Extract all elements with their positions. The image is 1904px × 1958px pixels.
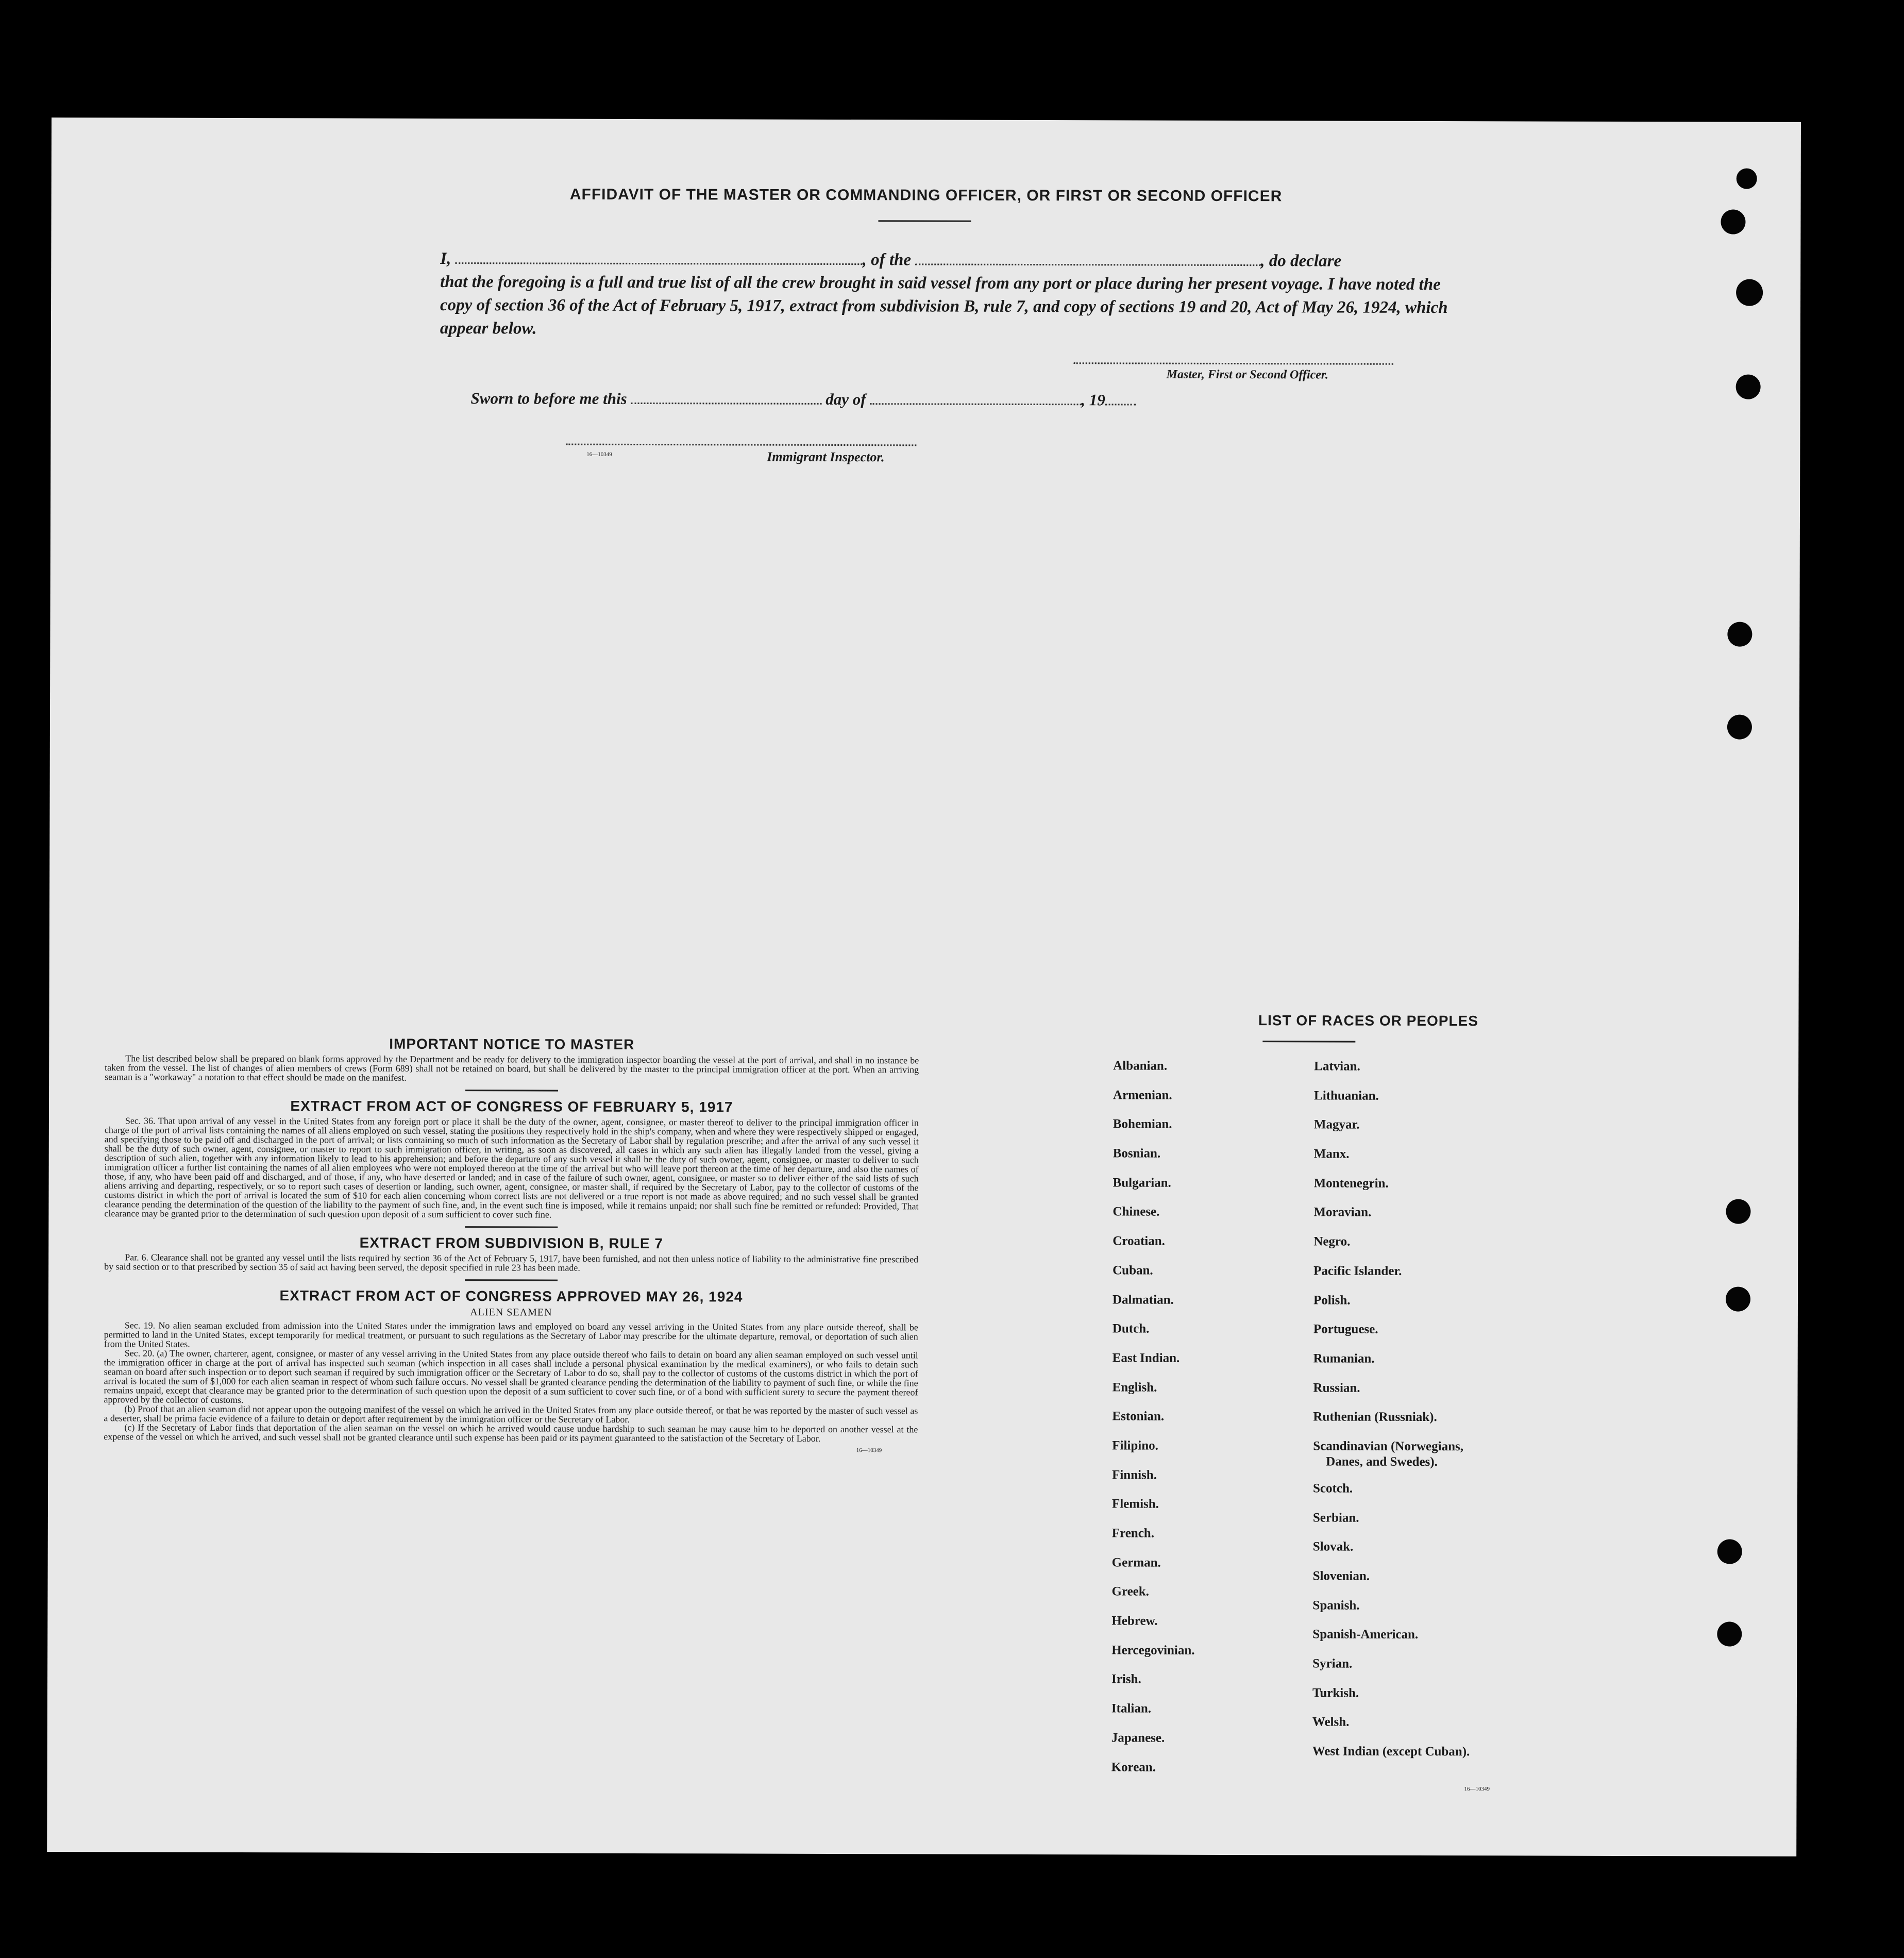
race-item: Manx. bbox=[1313, 1147, 1350, 1161]
race-item: Scandinavian (Norwegians, Danes, and Swedes). bbox=[1313, 1439, 1464, 1469]
race-item: Irish. bbox=[1111, 1672, 1141, 1686]
race-item: Finnish. bbox=[1112, 1468, 1157, 1482]
extract-1917-text: Sec. 36. That upon arrival of any vessel in the United States from any foreign port or place it shall be the duty of the owner, agent, consignee, or master thereof to deliver to the principal immigration officer in charge of the port of arrival lists containing the names of all aliens employed on such vessel, stating the positions they respectively hold in the ship's company, when and where they were respectively shipped or engaged, and specifying those to be paid off and discharged in the port of arrival; or lists containing so much of such information as the Secretary of Labor shall by regulation prescribe; and after the arrival of any such vessel it shall be the duty of such owner, agent, consignee, or master to report to such immigration officer, in writing, as soon as discovered, all cases in which any such alien has illegally landed from the vessel, giving a description of such alien, together with any information likely to lead to his apprehension; and before the departure of any such vessel it shall be the duty of such owner, agent, consignee, or master to deliver to such immigration officer a further list containing the names of all alien employees who were not employed thereon at the time of the arrival but who will leave port thereon at the time of her departure, and also the names of those, if any, who have been paid off and discharged, and of those, if any, who have deserted or landed; and in case of the failure of such owner, agent, consignee, or master so to deliver either of the said lists of such aliens arriving and departing, respectively, or so to report such cases of desertion or landing, such owner, agent, consignee, or master shall, if required by the Secretary of Labor, pay to the collector of customs of the customs district in which the port of arrival is located the sum of $10 for each alien concerning whom correct lists are not delivered or a true report is not made as above required; and no such vessel shall be granted clearance pending the determination of the question of the liability to the payment of such fine, and, in the event such fine is imposed, while it remains unpaid; nor shall such fine be remitted or refunded: Provided, That clearance may be granted prior to the determination of such question upon deposit of a sum sufficient to cover such fine. bbox=[104, 1115, 919, 1220]
race-item: Syrian. bbox=[1312, 1656, 1353, 1671]
inspector-signature-field[interactable] bbox=[566, 444, 916, 446]
title-underline bbox=[878, 220, 971, 222]
race-item: Montenegrin. bbox=[1313, 1176, 1389, 1191]
sworn-month-field[interactable] bbox=[870, 403, 1081, 405]
race-item: Flemish. bbox=[1111, 1497, 1159, 1511]
race-item: Moravian. bbox=[1313, 1205, 1372, 1220]
affidavit-statement: that the foregoing is a full and true list of all the crew brought in said vessel from any port or place during her present voyage. I have noted the copy of section 36 of the Act of February 5, 1917, extract from subdivision B, rule 7, and copy of sections 19 and 20, Act of May 26, 1924, which appear below. bbox=[440, 272, 1448, 338]
affidavit-first-line bbox=[440, 247, 1465, 273]
separator bbox=[465, 1279, 558, 1281]
day-of-label: day of bbox=[825, 390, 866, 409]
affidavit-body bbox=[440, 247, 1465, 343]
of-the-label: , of the bbox=[862, 250, 912, 270]
notice-text: The list described below shall be prepared on blank forms approved by the Department and be ready for delivery to the immigration inspector boarding the vessel at the port of arrival, and shall in no instance be taken from the vessel. The list of changes of alien members of crews (Form 689) shall not be retained on board, but shall be delivered by the master to the principal immigration officer at the port. When an arriving seaman is a "workaway" a notation to that effect should be made on the manifest. bbox=[105, 1053, 919, 1083]
race-item: Dalmatian. bbox=[1112, 1292, 1174, 1307]
race-item: Albanian. bbox=[1113, 1059, 1168, 1073]
binder-hole bbox=[1727, 622, 1752, 647]
race-item: Serbian. bbox=[1312, 1511, 1359, 1525]
extract-1917-title: EXTRACT FROM ACT OF CONGRESS OF FEBRUARY 5, 1917 bbox=[290, 1098, 733, 1115]
race-item: Greek. bbox=[1111, 1584, 1149, 1599]
sworn-day-field[interactable] bbox=[631, 403, 821, 405]
binder-hole bbox=[1717, 1621, 1742, 1646]
do-declare-label: , do declare bbox=[1260, 252, 1342, 271]
master-signature-field[interactable] bbox=[1074, 362, 1393, 365]
race-item: Slovak. bbox=[1312, 1539, 1354, 1554]
extract-rule7-text: Par. 6. Clearance shall not be granted any vessel until the lists required by section 36 of the Act of February 5, 1917, have been furnished, and not then unless notice of liability to the administrative fine prescribed by said section or to that prescribed by section 35 of said act having been served, the deposit specified in rule 23 has been made. bbox=[104, 1252, 919, 1273]
separator bbox=[465, 1226, 558, 1228]
race-item: Croatian. bbox=[1113, 1234, 1165, 1248]
sec20b-text: (b) Proof that an alien seaman did not appear upon the outgoing manifest of the vessel on which he arrived in the United States from any place outside thereof, or that he was reported by the master of such vessel as a deserter, shall be prima facie evidence of a failure to detain or deport after requirement by the immigration officer or the Secretary of Labor. bbox=[104, 1403, 918, 1425]
race-item: Armenian. bbox=[1113, 1088, 1172, 1102]
form-code: 16—10349 bbox=[856, 1447, 882, 1454]
race-item: Chinese. bbox=[1113, 1204, 1160, 1219]
race-item: Japanese. bbox=[1111, 1731, 1165, 1745]
race-item: Scotch. bbox=[1313, 1481, 1353, 1496]
race-item: French. bbox=[1111, 1526, 1155, 1541]
sec20c-text: (c) If the Secretary of Labor finds that deportation of the alien seaman on the vessel on which he arrived would cause undue hardship to such seaman he may cause him to be deported on another vessel at the expense of the vessel on which he arrived, and such vessel shall not be granted clearance until such expense has been paid or its payment guaranteed to the satisfaction of the Secretary of Labor. bbox=[104, 1422, 918, 1444]
extract-rule7-title: EXTRACT FROM SUBDIVISION B, RULE 7 bbox=[359, 1234, 664, 1252]
race-item: Spanish-American. bbox=[1312, 1627, 1419, 1642]
race-item: Russian. bbox=[1313, 1380, 1360, 1395]
binder-hole bbox=[1717, 1539, 1742, 1564]
race-item: Estonian. bbox=[1112, 1409, 1165, 1424]
race-item: Hebrew. bbox=[1111, 1614, 1158, 1628]
notice-title: IMPORTANT NOTICE TO MASTER bbox=[389, 1035, 635, 1052]
inspector-label: Immigrant Inspector. bbox=[767, 449, 885, 465]
sworn-label: Sworn to before me this bbox=[470, 389, 627, 408]
race-item: Welsh. bbox=[1312, 1715, 1350, 1730]
race-item: Bohemian. bbox=[1113, 1117, 1172, 1132]
race-item: Cuban. bbox=[1113, 1263, 1153, 1278]
master-signature-label: Master, First or Second Officer. bbox=[1166, 367, 1328, 382]
declarant-name-field[interactable] bbox=[456, 262, 863, 265]
race-item: Latvian. bbox=[1314, 1059, 1360, 1074]
binder-hole bbox=[1727, 715, 1752, 740]
affidavit-title: AFFIDAVIT OF THE MASTER OR COMMANDING OFFICER, OR FIRST OR SECOND OFFICER bbox=[569, 186, 1283, 205]
document-page bbox=[47, 118, 1801, 1856]
binder-hole bbox=[1721, 209, 1745, 234]
race-item: Italian. bbox=[1111, 1701, 1152, 1716]
extract-1924-subtitle: ALIEN SEAMEN bbox=[470, 1307, 552, 1318]
races-right-column bbox=[1312, 1059, 1472, 1773]
sec19-text: Sec. 19. No alien seaman excluded from admission into the United States under the immigration laws and employed on board any vessel arriving in the United States from any place outside thereof, shall be permitted to land in the United States, except temporarily for medical treatment, or pursuant to such regulations as the Secretary of Labor may prescribe for the ultimate departure, removal, or deportation of such alien from the United States. bbox=[104, 1320, 918, 1349]
race-item: Spanish. bbox=[1312, 1598, 1360, 1613]
races-underline bbox=[1262, 1041, 1355, 1042]
legal-notices bbox=[104, 1035, 919, 1453]
race-item: Magyar. bbox=[1313, 1117, 1360, 1132]
race-item: Pacific Islander. bbox=[1313, 1264, 1402, 1278]
year-prefix: , 19 bbox=[1081, 391, 1105, 409]
race-item: West Indian (except Cuban). bbox=[1312, 1744, 1470, 1759]
binder-hole bbox=[1736, 279, 1763, 306]
form-code: 16—10349 bbox=[1464, 1786, 1490, 1793]
sec20a-text: Sec. 20. (a) The owner, charterer, agent, consignee, or master of any vessel arriving in the United States from any place outside thereof who fails to detain on board any alien seaman employed on such vessel until the immigration officer in charge at the port of arrival has inspected such seaman (which inspection in all cases shall include a personal physical examination by the medical examiners), or who fails to detain such seaman on board after such inspection or to deport such seaman if required by such immigration officer or the Secretary of Labor to do so, shall pay to the collector of customs of the customs district in which the port of arrival is located the sum of $1,000 for each alien seaman in respect of whom such failure occurs. No vessel shall be granted clearance pending the determination of the liability to payment of such fine, or while the fine remains unpaid, except that clearance may be granted prior to the determination of such question upon the deposit of a sum sufficient to cover such fine, or of a bond with sufficient surety to secure the payment thereof approved by the collector of customs. bbox=[104, 1348, 918, 1405]
race-item: Portuguese. bbox=[1313, 1322, 1378, 1336]
vessel-name-field[interactable] bbox=[915, 263, 1260, 266]
race-item: Ruthenian (Russniak). bbox=[1313, 1410, 1437, 1425]
race-item: Rumanian. bbox=[1313, 1351, 1375, 1366]
separator bbox=[465, 1090, 558, 1091]
binder-hole bbox=[1726, 1199, 1750, 1224]
races-title: LIST OF RACES OR PEOPLES bbox=[1258, 1012, 1478, 1029]
sworn-line bbox=[471, 389, 1136, 409]
race-item: Filipino. bbox=[1112, 1438, 1158, 1453]
binder-hole bbox=[1737, 169, 1757, 189]
race-item: Lithuanian. bbox=[1314, 1089, 1379, 1103]
race-item: Turkish. bbox=[1312, 1686, 1359, 1700]
race-item: Slovenian. bbox=[1312, 1569, 1370, 1583]
race-item: Korean. bbox=[1111, 1760, 1156, 1775]
race-item: Hercegovinian. bbox=[1111, 1643, 1195, 1658]
binder-hole bbox=[1726, 1287, 1750, 1312]
race-item: Negro. bbox=[1313, 1234, 1351, 1249]
sworn-year-field[interactable] bbox=[1105, 404, 1136, 405]
declarant-prefix: I, bbox=[440, 249, 451, 269]
race-item: Polish. bbox=[1313, 1293, 1351, 1308]
form-code: 16—10349 bbox=[586, 451, 612, 458]
race-item: English. bbox=[1112, 1380, 1157, 1395]
race-item: Dutch. bbox=[1112, 1321, 1150, 1336]
extract-1924-title: EXTRACT FROM ACT OF CONGRESS APPROVED MAY 26, 1924 bbox=[279, 1287, 743, 1305]
races-left-column bbox=[1111, 1058, 1197, 1789]
race-item: Bosnian. bbox=[1113, 1146, 1161, 1161]
binder-hole bbox=[1736, 375, 1761, 399]
race-item: German. bbox=[1111, 1555, 1161, 1570]
race-item: East Indian. bbox=[1112, 1351, 1180, 1365]
race-item: Bulgarian. bbox=[1113, 1176, 1171, 1190]
